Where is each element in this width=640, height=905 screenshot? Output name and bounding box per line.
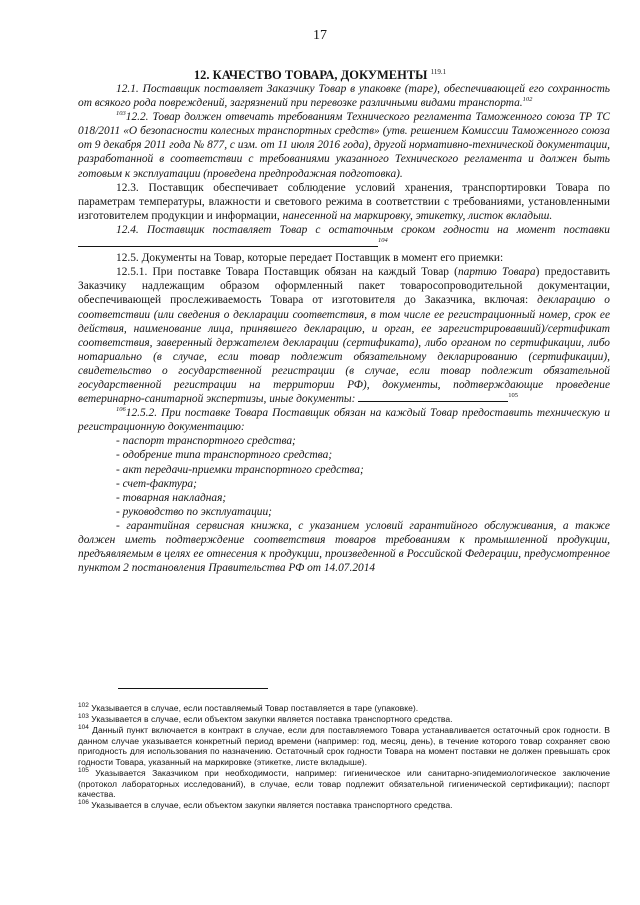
paragraph-warranty: - гарантийная сервисная книжка, с указанием условий гарантийного обслуживания, а также должен иметь подтверждение соответствия товаров требованиям к промышленной продукции, предъявляемым в целях ее отнесения к продукции, произведенной в Российской Федерации, предусмотренное пунктом 2 постановления Правительства РФ от 14.07.2014	[78, 519, 610, 575]
footnote: $^{103}$ Указывается в случае, если объектом закупки является поставка транспортного средства.	[78, 713, 453, 725]
list-item: - одобрение типа транспортного средства;	[116, 449, 333, 462]
footnote-ref-106: 106	[116, 406, 126, 414]
footnote: $^{105}$ Указывается Заказчиком при необходимости, например: гигиеническое или санитарно-эпидемиологическое заключение (протокол лабораторных исследований), в случае, если товар подлежит обязательной гигиенической сертификации); паспорт качества.	[78, 767, 610, 800]
footnote-ref-103: 103	[116, 110, 126, 118]
list-item: - товарная накладная;	[116, 491, 227, 504]
footnote: $^{106}$ Указывается в случае, если объектом закупки является поставка транспортного средства.	[78, 799, 453, 811]
footnote-separator	[118, 688, 268, 689]
footnote-ref-102: 102	[522, 96, 533, 104]
list-item: - паспорт транспортного средства;	[116, 435, 296, 448]
footnote-ref-104: 104	[378, 237, 388, 245]
paragraph-12-5: 12.5. Документы на Товар, которые передает Поставщик в момент его приемки:	[116, 252, 504, 265]
page-number: 17	[313, 28, 327, 43]
paragraph-12-3: 12.3. Поставщик обеспечивает соблюдение условий хранения, транспортировки Товара по параметрам температуры, влажности и светового режима в соответствии с требованиями, установленными изготовителем продукции и информации, нанесенной на маркировку, этикетку, листок вкладыш.	[78, 181, 610, 222]
section-heading	[0, 68, 640, 83]
document-list	[78, 434, 610, 519]
paragraph-12-5-1: 12.5.1. При поставке Товара Поставщик обязан на каждый Товар (партию Товара) предоставить Заказчику надлежащим образом оформленный пакет товаросопроводительной документации, обеспечивающей прослеживаемость Товара от изготовителя до Заказчика, включая: декларацию о соответствии (или сведения о декларации соответствия, в том числе ее регистрационный номер, срок ее действия, наименование лица, принявшего декларацию, и орган, ее зарегистрировавший)/сертификат соответствия, заверенный держателем декларации (сертификата), либо органом по сертификации, либо нотариально (в случае, если товар подлежит обязательному декларированию (сертификации), свидетельство о государственной регистрации (в случае, если товар подлежит обязательной государственной регистрации на территории РФ), документы, подтверждающие проведение ветеринарно-санитарной экспертизы, иные документы: $^{105}$	[78, 266, 610, 406]
list-item: - акт передачи-приемки транспортного средства;	[116, 463, 364, 476]
list-item: - счет-фактура;	[116, 477, 197, 490]
heading-title: 12. КАЧЕСТВО ТОВАРА, ДОКУМЕНТЫ	[193, 68, 428, 82]
footnotes	[78, 703, 610, 811]
paragraph-12-1: 12.1. Поставщик поставляет Заказчику Товар в упаковке (таре), обеспечивающей его сохранность от всякого рода повреждений, загрязнений при перевозке различными видами транспорта.$^{102}$	[78, 83, 610, 110]
footnote: $^{102}$ Указывается в случае, если поставляемый Товар поставляется в таре (упаковке).	[78, 702, 419, 713]
document-body	[78, 82, 610, 575]
paragraph-12-5-2: $^{106}$12.5.2. При поставке Товара Поставщик обязан на каждый Товар предоставить техническую и регистрационную документацию:	[78, 406, 610, 434]
footnote-ref-105: 105	[508, 392, 519, 400]
blank-line	[358, 401, 508, 402]
list-item: - руководство по эксплуатации;	[116, 505, 272, 518]
footnote-ref-119-1: 119.1	[430, 67, 447, 76]
paragraph-12-4: 12.4. Поставщик поставляет Товар с остаточным сроком годности на момент поставки $^{104}$	[78, 223, 610, 251]
footnote: $^{104}$ Данный пункт включается в контракт в случае, если для поставляемого Товара устанавливается остаточный срок годности. В данном случае указывается конкретный период времени (например: год, месяц, день), в течение которого товар сохраняет свою пригодность для использования по назначению. Остаточный срок годности Товара на момент поставки не должен превышать срок годности Товара, указанный на маркировке (этикетке, листе вкладыше).	[78, 724, 610, 767]
paragraph-12-2: $^{103}$12.2. Товар должен отвечать требованиям Технического регламента Таможенного союза ТР ТС 018/2011 «О безопасности колесных транспортных средств» (утв. решением Комиссии Таможенного союза от 9 декабря 2011 года № 877, с изм. от 11 июля 2016 года), другой нормативно-технической документации, разработанной в соответствии с требованиями указанного Технического регламента и должен быть готовым к эксплуатации (проведена предпродажная подготовка).	[78, 110, 610, 180]
blank-line	[78, 246, 378, 247]
